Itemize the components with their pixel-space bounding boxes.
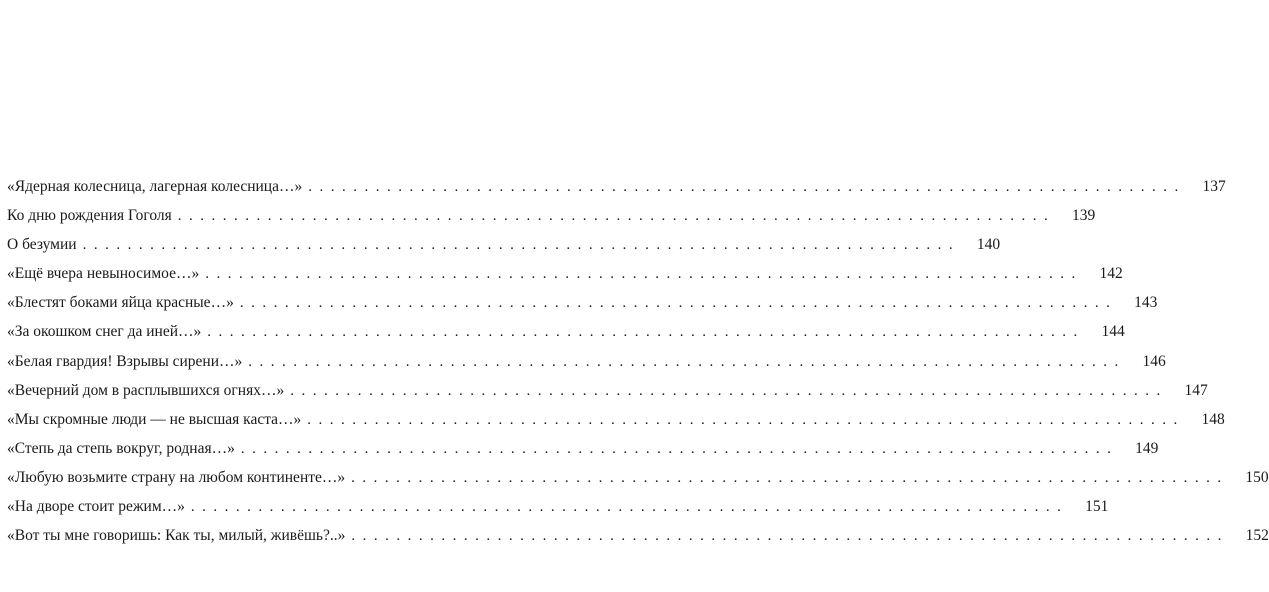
toc-entry xyxy=(7,492,1109,521)
toc-entry-page: 150 xyxy=(1245,468,1269,486)
toc-entry-page: 146 xyxy=(1142,352,1166,370)
toc-entry xyxy=(7,288,1158,317)
toc-leader-dots: .............................................................................. xyxy=(308,179,1186,195)
toc-entry xyxy=(7,201,1096,230)
toc-entry-title: «Ещё вчера невыносимое…» xyxy=(7,265,200,283)
toc-entry-title: «Степь да степь вокруг, родная…» xyxy=(7,439,235,457)
toc-entry-page: 143 xyxy=(1134,294,1158,312)
toc-entry-page: 149 xyxy=(1135,439,1159,457)
table-of-contents xyxy=(7,172,1269,550)
toc-leader-dots: .............................................................................. xyxy=(177,208,1056,225)
toc-entry xyxy=(7,405,1225,434)
toc-entry-page: 147 xyxy=(1184,381,1208,399)
toc-entry-title: «За окошком снег да иней…» xyxy=(7,323,202,341)
toc-entry-page: 139 xyxy=(1072,207,1096,225)
toc-entry-title: «Мы скромные люди — не высшая каста…» xyxy=(7,410,302,428)
toc-entry xyxy=(7,259,1123,288)
toc-leader-dots: .............................................................................. xyxy=(207,324,1085,341)
toc-entry-page: 148 xyxy=(1201,410,1225,428)
toc-leader-dots: .............................................................................. xyxy=(82,237,961,254)
toc-entry xyxy=(7,434,1159,463)
toc-entry xyxy=(7,347,1166,376)
toc-leader-dots: .............................................................................. xyxy=(307,411,1185,428)
toc-leader-dots: .............................................................................. xyxy=(351,469,1229,486)
toc-entry-title: «Вот ты мне говоришь: Как ты, милый, живёшь?..» xyxy=(7,527,346,545)
toc-entry xyxy=(7,376,1208,405)
toc-entry xyxy=(7,172,1226,201)
toc-entry xyxy=(7,317,1125,346)
toc-entry-title: «Блестят боками яйца красные…» xyxy=(7,294,234,312)
toc-leader-dots: .............................................................................. xyxy=(290,382,1168,399)
toc-entry-page: 140 xyxy=(976,236,1001,254)
toc-entry-title: «Вечерний дом в расплывшихся огнях…» xyxy=(7,381,285,399)
toc-leader-dots: .............................................................................. xyxy=(239,295,1118,312)
toc-leader-dots: .............................................................................. xyxy=(351,528,1229,545)
toc-entry-page: 152 xyxy=(1245,527,1269,545)
toc-entry xyxy=(7,230,1001,259)
toc-leader-dots: .............................................................................. xyxy=(248,353,1126,370)
toc-entry-title: «Белая гвардия! Взрывы сирени…» xyxy=(7,352,243,370)
toc-entry xyxy=(7,463,1269,492)
toc-entry-title: «Любую возьмите страну на любом континенте…» xyxy=(7,468,346,486)
toc-entry-title: О безумии xyxy=(7,236,77,254)
toc-entry-page: 151 xyxy=(1085,498,1109,516)
toc-entry-page: 142 xyxy=(1099,265,1123,283)
toc-entry-page: 137 xyxy=(1202,178,1226,195)
toc-leader-dots: .............................................................................. xyxy=(190,499,1069,516)
toc-entry-title: «На дворе стоит режим…» xyxy=(7,498,185,516)
toc-entry-page: 144 xyxy=(1101,323,1125,341)
toc-entry-title: Ко дню рождения Гоголя xyxy=(7,207,172,225)
toc-entry xyxy=(7,521,1269,550)
toc-entry-title: «Ядерная колесница, лагерная колесница…» xyxy=(7,178,303,195)
toc-leader-dots: .............................................................................. xyxy=(240,440,1119,457)
toc-leader-dots: .............................................................................. xyxy=(205,266,1083,283)
